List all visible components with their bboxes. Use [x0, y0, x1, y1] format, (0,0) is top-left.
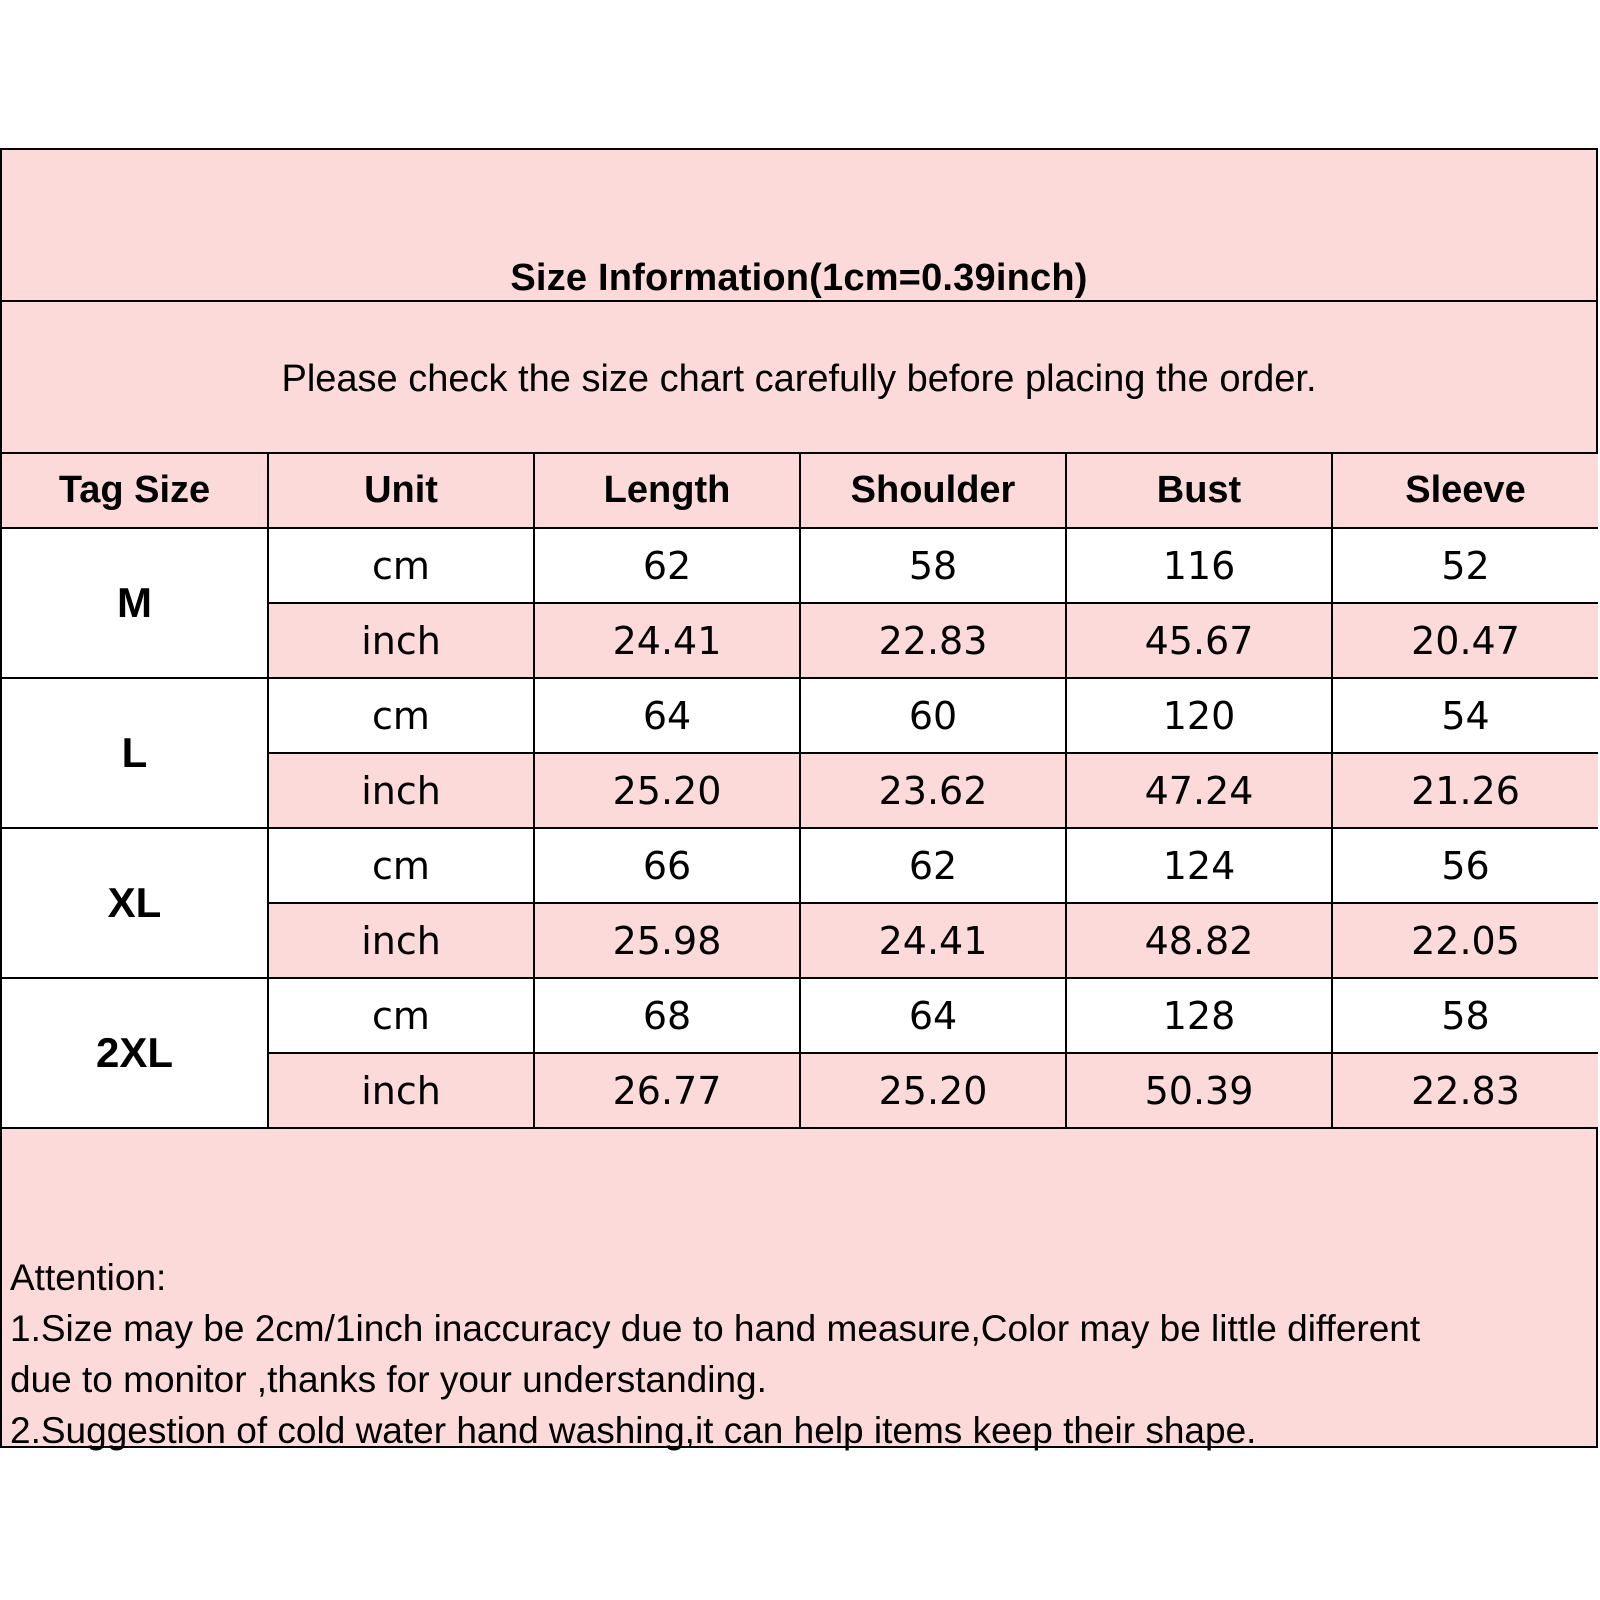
bust-cell: 124	[1066, 828, 1332, 903]
table-row	[2, 678, 1598, 753]
table-row	[2, 528, 1598, 603]
sleeve-cell: 20.47	[1332, 603, 1598, 678]
length-cell: 64	[534, 678, 800, 753]
unit-cell: inch	[268, 753, 534, 828]
bust-cell: 48.82	[1066, 903, 1332, 978]
length-cell: 24.41	[534, 603, 800, 678]
attention-notes	[10, 1252, 1576, 1456]
attention-line-2: due to monitor ,thanks for your understanding.	[10, 1359, 767, 1400]
header-unit: Unit	[268, 454, 534, 528]
header-tag-size: Tag Size	[2, 454, 268, 528]
table-row	[2, 978, 1598, 1053]
unit-cell: inch	[268, 903, 534, 978]
unit-cell: inch	[268, 1053, 534, 1128]
length-cell: 26.77	[534, 1053, 800, 1128]
title-band	[2, 150, 1596, 302]
bust-cell: 128	[1066, 978, 1332, 1053]
shoulder-cell: 24.41	[800, 903, 1066, 978]
sleeve-cell: 22.05	[1332, 903, 1598, 978]
unit-cell: cm	[268, 828, 534, 903]
sleeve-cell: 56	[1332, 828, 1598, 903]
shoulder-cell: 25.20	[800, 1053, 1066, 1128]
sleeve-cell: 54	[1332, 678, 1598, 753]
sleeve-cell: 58	[1332, 978, 1598, 1053]
unit-cell: cm	[268, 978, 534, 1053]
attention-line-1: 1.Size may be 2cm/1inch inaccuracy due to hand measure,Color may be little different	[10, 1308, 1421, 1349]
shoulder-cell: 60	[800, 678, 1066, 753]
length-cell: 66	[534, 828, 800, 903]
table-row	[2, 828, 1598, 903]
unit-cell: inch	[268, 603, 534, 678]
sleeve-cell: 21.26	[1332, 753, 1598, 828]
bust-cell: 45.67	[1066, 603, 1332, 678]
unit-cell: cm	[268, 678, 534, 753]
shoulder-cell: 23.62	[800, 753, 1066, 828]
attention-heading: Attention:	[10, 1257, 167, 1298]
length-cell: 25.98	[534, 903, 800, 978]
shoulder-cell: 58	[800, 528, 1066, 603]
header-length: Length	[534, 454, 800, 528]
bust-cell: 120	[1066, 678, 1332, 753]
tag-size-cell: L	[2, 678, 268, 828]
tag-size-cell: 2XL	[2, 978, 268, 1128]
bust-cell: 47.24	[1066, 753, 1332, 828]
tag-size-cell: M	[2, 528, 268, 678]
length-cell: 68	[534, 978, 800, 1053]
length-cell: 25.20	[534, 753, 800, 828]
header-bust: Bust	[1066, 454, 1332, 528]
chart-title: Size Information(1cm=0.39inch)	[510, 257, 1088, 299]
header-shoulder: Shoulder	[800, 454, 1066, 528]
notice-text: Please check the size chart carefully before placing the order.	[281, 358, 1317, 400]
size-table	[2, 454, 1598, 1129]
unit-cell: cm	[268, 528, 534, 603]
header-sleeve: Sleeve	[1332, 454, 1598, 528]
tag-size-cell: XL	[2, 828, 268, 978]
sleeve-cell: 22.83	[1332, 1053, 1598, 1128]
notice-band	[2, 302, 1596, 454]
sleeve-cell: 52	[1332, 528, 1598, 603]
shoulder-cell: 64	[800, 978, 1066, 1053]
bust-cell: 116	[1066, 528, 1332, 603]
size-chart-sheet	[0, 148, 1598, 1451]
shoulder-cell: 22.83	[800, 603, 1066, 678]
table-header-row	[2, 454, 1598, 528]
shoulder-cell: 62	[800, 828, 1066, 903]
attention-line-3: 2.Suggestion of cold water hand washing,it can help items keep their shape.	[10, 1410, 1257, 1451]
length-cell: 62	[534, 528, 800, 603]
bust-cell: 50.39	[1066, 1053, 1332, 1128]
